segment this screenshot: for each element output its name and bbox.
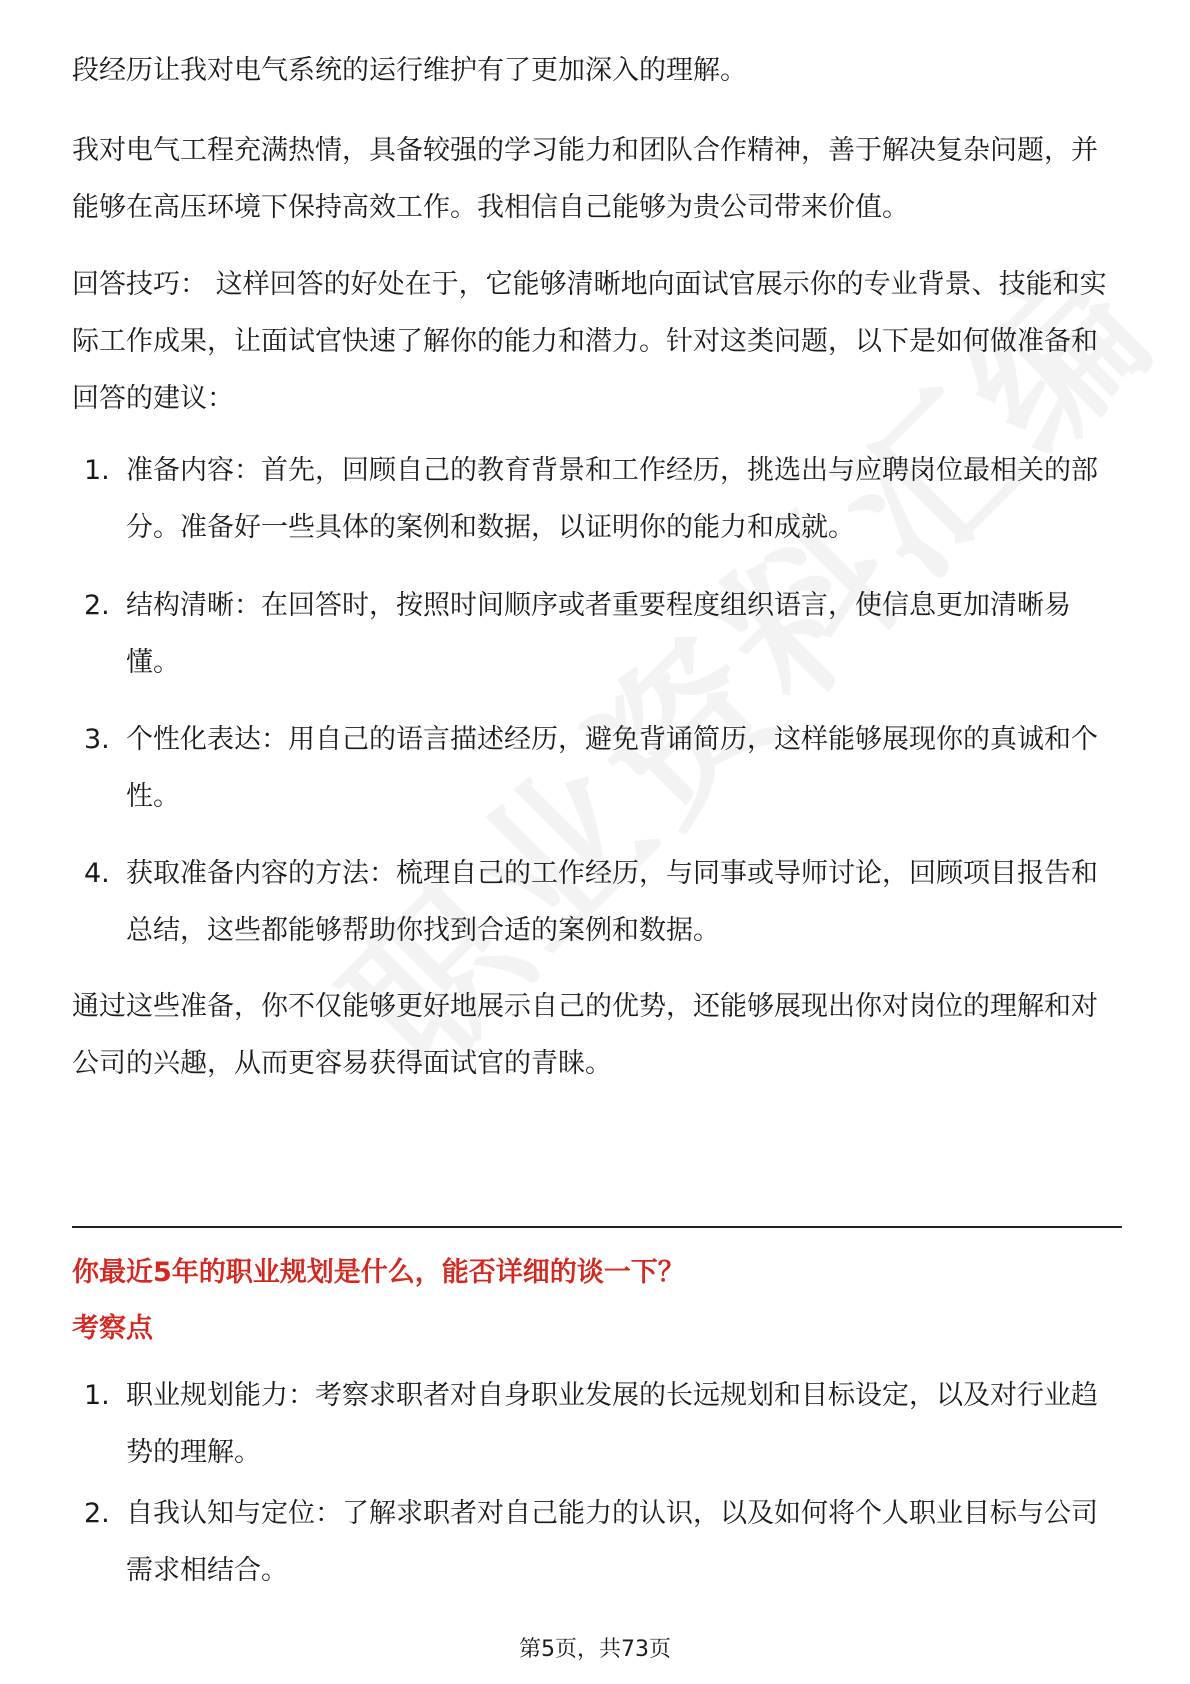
page-footer: 第5页，共73页 bbox=[519, 1637, 671, 1662]
list-text: 准备内容：首先，回顾自己的教育背景和工作经历，挑选出与应聘岗位最相关的部分。准备好一些具体的案例和数据，以证明你的能力和成就。 bbox=[126, 455, 1098, 543]
paragraph-1: 段经历让我对电气系统的运行维护有了更加深入的理解。 bbox=[72, 55, 747, 86]
question-subtitle: 考察点 bbox=[72, 1313, 153, 1344]
list-item bbox=[84, 711, 1124, 825]
list-text: 自我认知与定位：了解求职者对自己能力的认识，以及如何将个人职业目标与公司需求相结合。 bbox=[126, 1498, 1098, 1586]
list-number: 2. bbox=[84, 590, 110, 621]
list-text: 结构清晰：在回答时，按照时间顺序或者重要程度组织语言，使信息更加清晰易懂。 bbox=[126, 590, 1071, 678]
list-number: 3. bbox=[84, 724, 110, 755]
list-text: 获取准备内容的方法：梳理自己的工作经历，与同事或导师讨论，回顾项目报告和总结，这些都能够帮助你找到合适的案例和数据。 bbox=[126, 858, 1098, 946]
list-item bbox=[84, 1485, 1124, 1599]
paragraph-answer-tips: 回答技巧： 这样回答的好处在于，它能够清晰地向面试官展示你的专业背景、技能和实际工作成果，让面试官快速了解你的能力和潜力。针对这类问题，以下是如何做准备和回答的建议： bbox=[72, 269, 1107, 414]
paragraph-2: 我对电气工程充满热情，具备较强的学习能力和团队合作精神，善于解决复杂问题，并能够在高压环境下保持高效工作。我相信自己能够为贵公司带来价值。 bbox=[72, 135, 1098, 223]
list-text: 职业规划能力：考察求职者对自身职业发展的长远规划和目标设定，以及对行业趋势的理解。 bbox=[126, 1380, 1098, 1468]
list-text: 个性化表达：用自己的语言描述经历，避免背诵简历，这样能够展现你的真诚和个性。 bbox=[126, 724, 1098, 812]
list-number: 2. bbox=[84, 1498, 110, 1529]
list-item bbox=[84, 577, 1124, 691]
list-item bbox=[84, 442, 1124, 556]
list-number: 4. bbox=[84, 858, 110, 889]
section-divider bbox=[72, 1226, 1122, 1228]
list-number: 1. bbox=[84, 1380, 110, 1411]
paragraph-conclusion: 通过这些准备，你不仅能够更好地展示自己的优势，还能够展现出你对岗位的理解和对公司的兴趣，从而更容易获得面试官的青睐。 bbox=[72, 991, 1098, 1079]
list-item bbox=[84, 1367, 1124, 1481]
list-item bbox=[84, 845, 1124, 959]
list-number: 1. bbox=[84, 455, 110, 486]
question-title: 你最近5年的职业规划是什么，能否详细的谈一下？ bbox=[72, 1257, 685, 1288]
